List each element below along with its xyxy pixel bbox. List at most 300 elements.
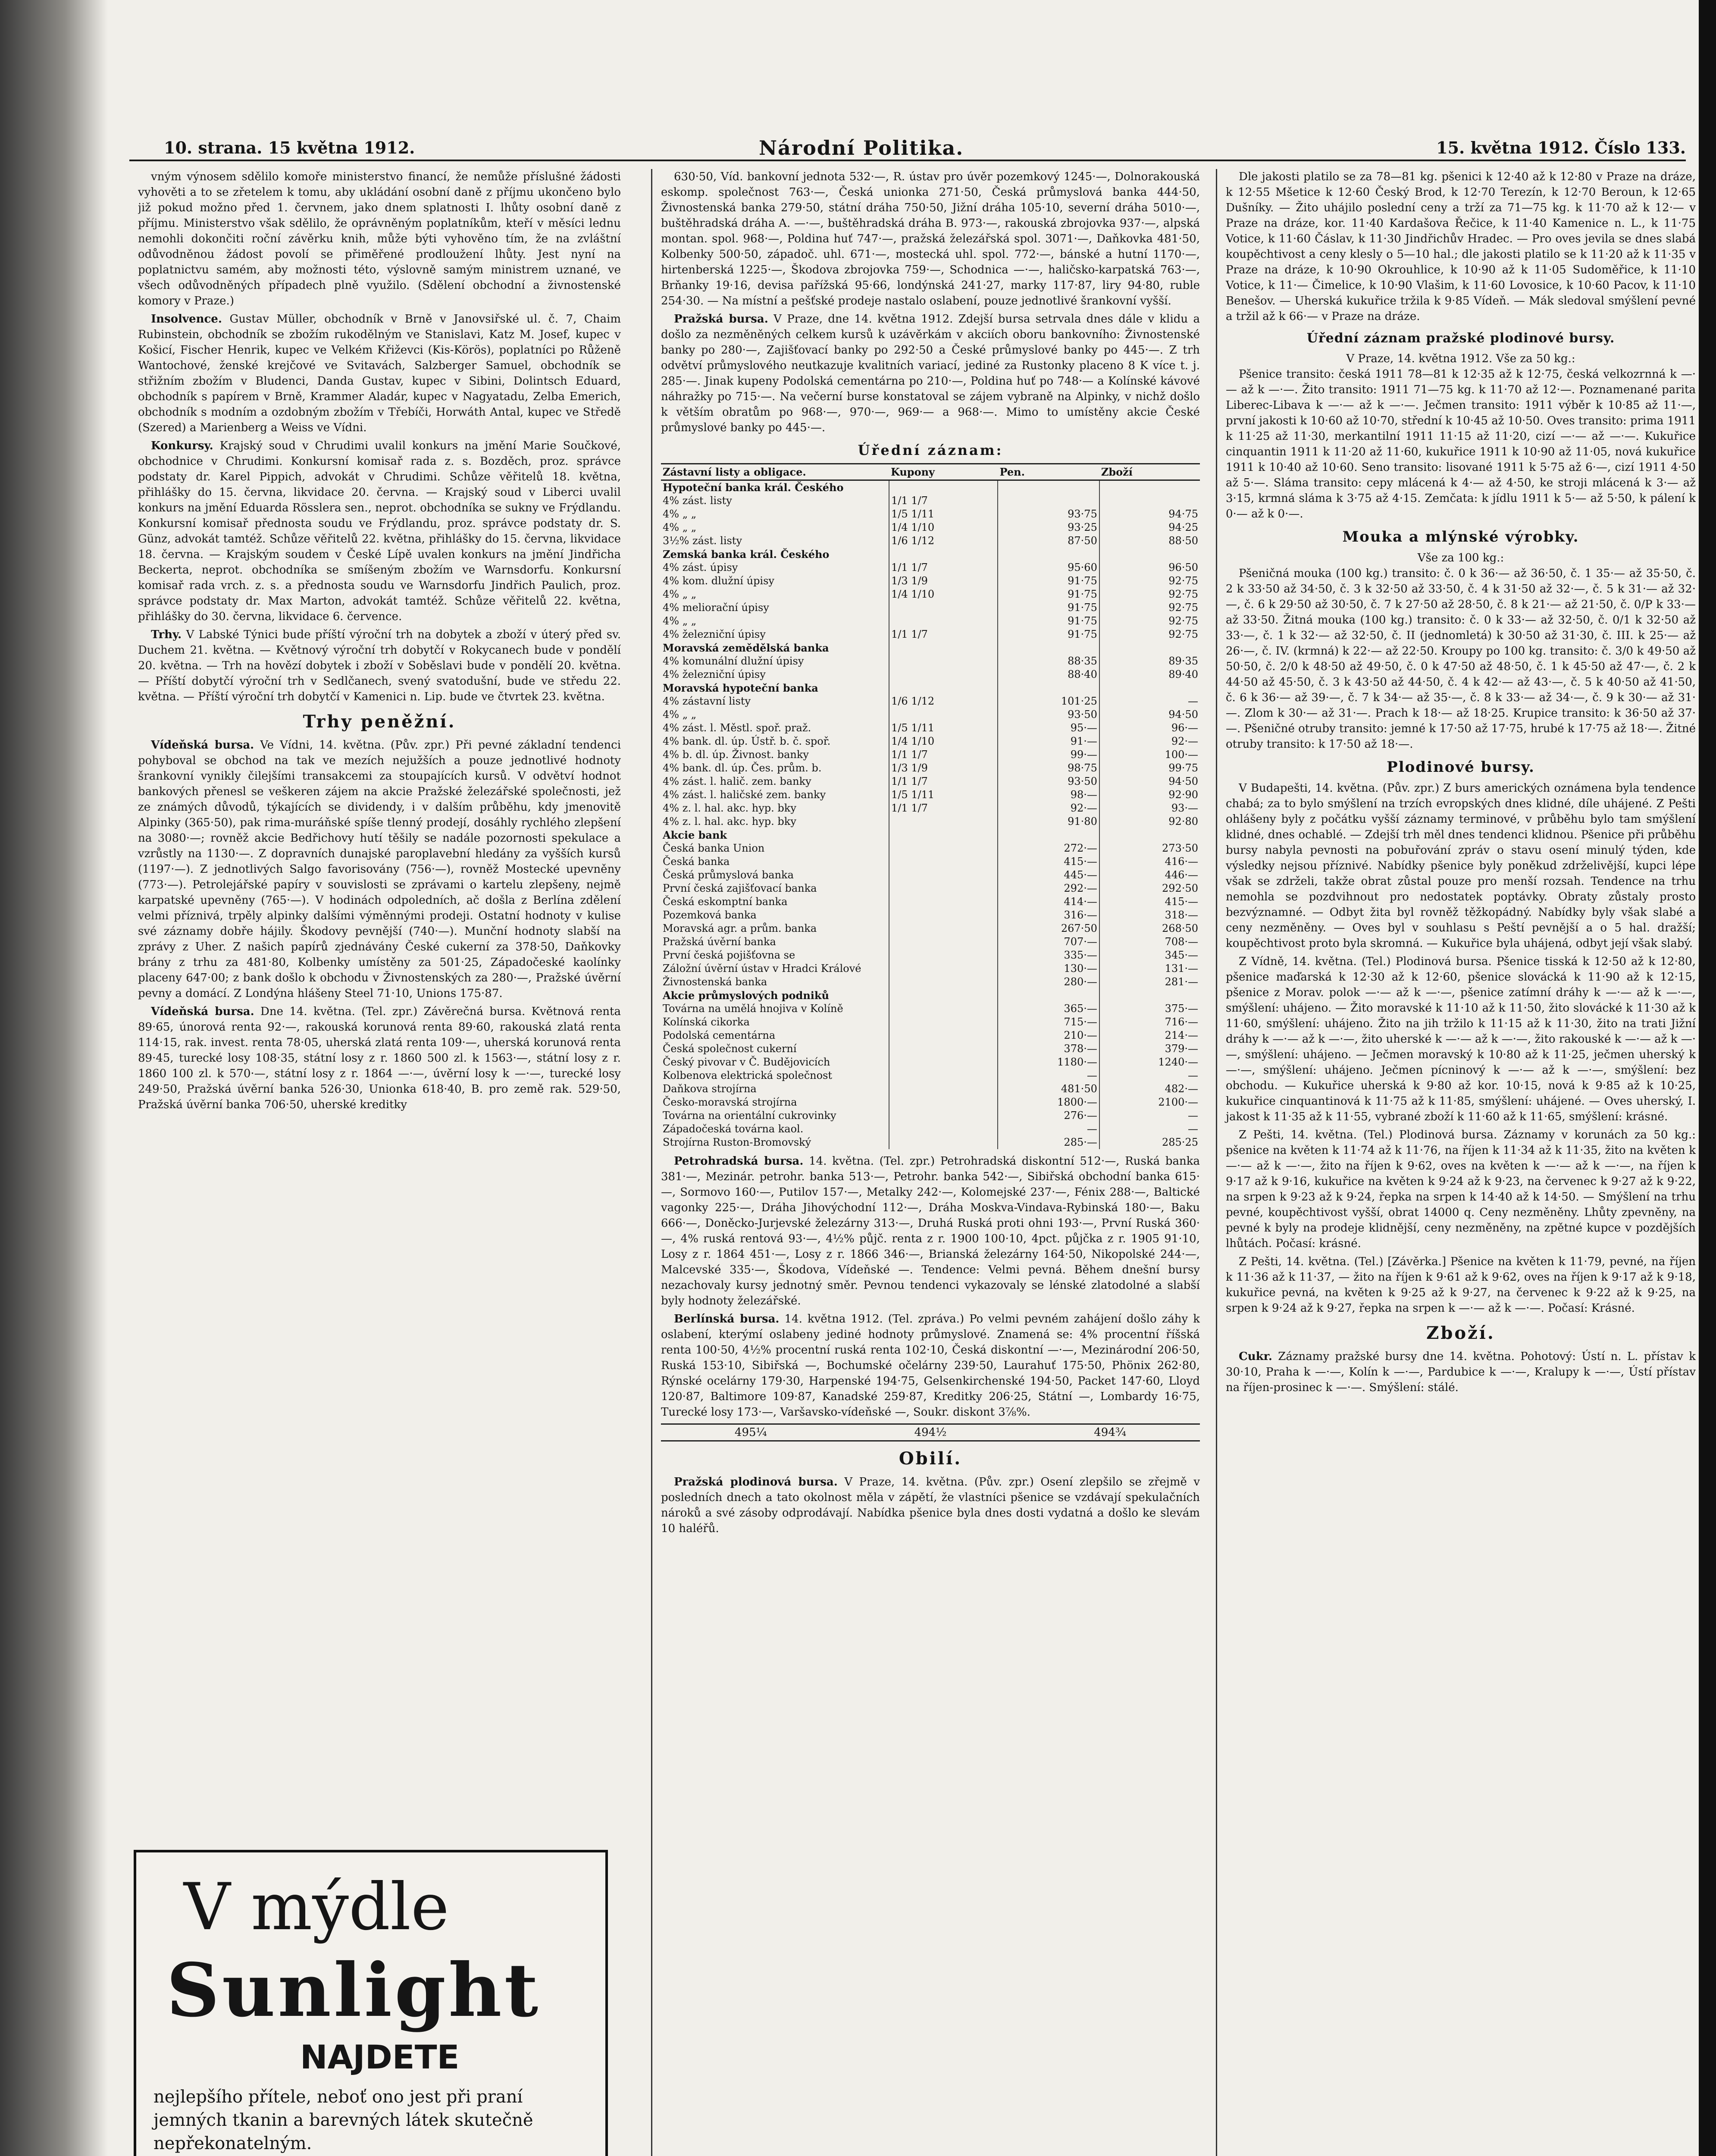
rate-money: 93·50: [998, 708, 1099, 721]
rate-name: Zemská banka král. Českého: [663, 548, 830, 561]
rate-goods: 99·75: [1099, 761, 1200, 775]
rate-name: 4% železniční úpisy: [663, 628, 766, 640]
rates-table-row: [661, 614, 1200, 628]
rate-coupons: [889, 1082, 998, 1096]
sunlight-advertisement: [134, 1850, 608, 2156]
rates-table-row: [661, 574, 1200, 588]
rate-coupons: 1/1 1/7: [889, 775, 998, 788]
rate-goods: [1099, 548, 1200, 561]
rate-goods: [1099, 828, 1200, 842]
rates-table-row: [661, 1069, 1200, 1082]
rate-money: 91·75: [998, 574, 1099, 588]
summary-row: [661, 1423, 1200, 1442]
rate-name: Daňkova strojírna: [663, 1083, 757, 1095]
article-grain-prices: Dle jakosti platilo se za 78—81 kg. pšenici k 12·40 až k 12·80 v Praze na dráze, k 12·55 Mšetice k 12·60 Český Brod, k 12·70 Terezín, k 12·70 Beroun, k 12·65 Dušníky. — Žito uhájilo poslední ceny a trží za 71—75 kg. k 11·70 až k 12·— v Praze na dráze, kor. 11·40 Kardašova Řečice, k 11·40 Kamenice n. L., k 11·75 Votice, k 11·60 Čáslav, k 11·30 Jindřichův Hradec. — Pro oves jevila se dnes slabá koupěchtivost a ceny klesly o 5—10 hal.; dle jakosti platilo se k 11·20 až k 11·35 v Praze na dráze, k 10·90 Okrouhlice, k 10·90 až k 11·05 Sudoměřice, k 11·10 Votice, k 11·— Čimelice, k 10·90 Vlašim, k 11·60 Lovosice, k 10·60 Pacov, k 11·10 Benešov. — Uherská kukuřice tržila k 9·85 Vídeň. — Mák sledoval smýšlení pevné a tržil až k 66·— v Praze na dráze.: [1226, 170, 1696, 323]
issue-date-number: 15. května 1912. Číslo 133.: [1436, 138, 1686, 157]
rate-name: 4% b. dl. úp. Živnost. banky: [663, 749, 809, 761]
rate-coupons: 1/5 1/11: [889, 788, 998, 802]
rates-table-row: [661, 962, 1200, 975]
rates-table-row: [661, 855, 1200, 868]
rate-name: Strojírna Ruston-Bromovský: [663, 1136, 811, 1148]
rate-money: 95·—: [998, 721, 1099, 735]
rate-coupons: [889, 708, 998, 721]
rate-money: 91·75: [998, 614, 1099, 628]
rate-coupons: 1/6 1/12: [889, 695, 998, 708]
rate-money: —: [998, 1069, 1099, 1082]
rate-coupons: 1/1 1/7: [889, 802, 998, 815]
rate-money: 414·—: [998, 895, 1099, 909]
article-prague-produce: Pražská plodinová bursa. V Praze, 14. května. (Pův. zpr.) Osení zlepšilo se zřejmě v posledních dnech a tato okolnost měla v zápětí, že vlastníci pšenice se vzdávají spekulačních nároků a své zásoby odprodávají. Nabídka pšenice byla dnes dosti vydatná a došlo ke slevám 10 haléřů.: [661, 1476, 1200, 1535]
rate-coupons: [889, 828, 998, 842]
rate-name: První česká zajišťovací banka: [663, 882, 817, 894]
rates-table-row: [661, 975, 1200, 989]
rate-coupons: [889, 1002, 998, 1015]
rate-name: První česká pojišťovna se: [663, 949, 795, 961]
rate-goods: 273·50: [1099, 842, 1200, 855]
rates-table-row: [661, 695, 1200, 708]
rate-coupons: [889, 668, 998, 681]
article-konkursy: Konkursy. Krajský soud v Chrudimi uvalil konkurs na jmění Marie Součkové, obchodnice v Chrudimi. Konkursní komisař rada z. s. Bozděch, proz. správce podstaty dr. Karel Pippich, advokát v Chrudimi. Schůze věřitelů 18. května, přihlášky do 15. června, likvidace 20. června. — Krajský soud v Liberci uvalil konkurs na jmění Eduarda Rösslera sen., neprot. obchodníka se sukny ve Frýdlandu. Konkursní komisař přednosta soudu ve Frýdlandu, proz. správce podstaty dr. S. Günz, advokát tamtéž. Schůze věřitelů 22. května, přihlášky do 15. června, likvidace 18. června. — Krajským soudem v České Lípě uvalen konkurs na jmění Jindřicha Beckerta, neprot. obchodníka se smíšeným zbožím ve Warnsdorfu. Konkursní komisař rada vrch. z. s. a přednosta soudu ve Warnsdorfu Jindřich Paulich, proz. správce podstaty dr. Max Marton, advokát tamtéž. Schůze věřitelů 22. května, přihlášky do 30. června, likvidace 6. července.: [138, 439, 621, 623]
rates-col-goods: Zboží: [1099, 464, 1200, 480]
section-heading-flour: Mouka a mlýnské výrobky.: [1342, 528, 1579, 545]
rate-coupons: [889, 975, 998, 989]
rate-name: 4% z. l. hal. akc. hyp. bky: [663, 815, 796, 827]
rate-money: 335·—: [998, 949, 1099, 962]
rate-coupons: 1/1 1/7: [889, 494, 998, 508]
rate-name: Záložní úvěrní ústav v Hradci Králové: [663, 962, 861, 975]
rates-table-row: [661, 641, 1200, 655]
rate-goods: 100·—: [1099, 748, 1200, 761]
scan-edge-right: [1699, 0, 1716, 2156]
rates-table-row: [661, 548, 1200, 561]
rate-goods: 94·50: [1099, 708, 1200, 721]
rates-table-row: [661, 842, 1200, 855]
rates-col-coupons: Kupony: [889, 464, 998, 480]
article-vienna-produce: Z Vídně, 14. května. (Tel.) Plodinová bursa. Pšenice tisská k 12·50 až k 12·80, pšenice maďarská k 12·30 až k 12·60, pšenice slovácká k 11·90 až k 12·15, pšenice z Morav. polok —·— až k —·—, pšenice zatímní dráhy k —·— až k —·—, smýšlení: uhájeno. — Žito moravské k 11·10 až k 11·50, žito slovácké k 11·30 až k 11·60, smýšlení: uhájeno. Žito na jih tržilo k 11·15 až k 11·30, žito na trati Jižní dráhy k —·— až k —·—, žito uherské k —·— až k —·—, žito rakouské k —·— až k —·—, smýšlení: uhájeno. — Ječmen moravský k 10·80 až k 11·25, ječmen uherský k —·—, smýšlení: uhájeno. Ječmen pícninový k —·— až k —·—, smýšlení: bez obchodu. — Kukuřice uherská k 9·80 až kor. 10·15, nová k 9·85 až k 10·25, kukuřice cinquantinová k 11·75 až k 11·85, smýšlení: uhájené. — Oves uherský, I. jakost k 11·35 až k 11·55, vybrané zboží k 11·60 až k 11·65, smýšlení: krásné.: [1226, 955, 1696, 1123]
rate-name: Továrna na umělá hnojiva v Kolíně: [663, 1003, 843, 1015]
rate-coupons: [889, 1042, 998, 1056]
rate-money: 93·50: [998, 775, 1099, 788]
article-vienna-bourse-1: Vídeňská bursa. Ve Vídni, 14. května. (Pův. zpr.) Při pevné základní tendenci pohyboval se obchod na tak ve mezích nejužších a pouze jednotlivé hodnoty šrankovní vynikly čilejšími transakcemi za stoupajících kursů. V odvětví hodnot bankových přenesl se veškeren zájem na akcie Pražské železářské společnosti, jež ze známých důvodů, týkajících se dividendy, i v dalším průběhu, kdy jmenovitě Alpinky (365·50), pak rima-muráňské spíše tlenný prodejí, dosáhly rychlého zlepšení na 3080·—; rovněž akcie Bedřichovy hutí těšily se nadále pozornosti spekulace a vzrůstly na 1130·—. Z dopravních dunajské paroplavební hledány za vyšších kursů (1197·—). Z jednotlivých Salgo favorisovány (756·—), rovněž Mostecké upevněny (773·—). Petrolejářské papíry v souvislosti se zprávami o kartelu zlepšeny, nejmě karpatské upevněny (765·—). V hodinách odpoledních, ač došla z Berlína zdělení velmi příznivá, trpěly alpinky dalšími výměnnými prodeji. Ostatní hodnoty v kulise své záznamy dobře hájily. Škodovy pevnější (740·—). Munční hodnoty slabší na zprávy z Uher. Z našich papírů zjednávány České cukerní za 378·50, Daňkovky brány z trhu za 481·80, Kolbenky umístěny za 501·25, Západočeské kaolínky placeny 647·00; z bank došlo k obchodu v Živnostenských za 280·—, Pražské úvěrní pevny a domácí. Z Londýna hlášeny Steel 71·10, Unions 175·87.: [138, 739, 621, 1000]
rate-goods: 92·75: [1099, 601, 1200, 614]
rates-table-row: [661, 909, 1200, 922]
column-2: [651, 169, 1200, 2156]
rate-money: 88·35: [998, 655, 1099, 668]
section-heading-produce-bourses: Plodinové bursy.: [1387, 758, 1535, 776]
rate-coupons: [889, 842, 998, 855]
rate-goods: 708·—: [1099, 935, 1200, 949]
rate-goods: [1099, 681, 1200, 695]
rate-coupons: [889, 681, 998, 695]
rate-name: 4% zást. úpisy: [663, 561, 738, 573]
rates-table-row: [661, 494, 1200, 508]
rate-goods: 131·—: [1099, 962, 1200, 975]
rate-money: 95·60: [998, 561, 1099, 574]
rate-money: [998, 480, 1099, 495]
rate-money: 101·25: [998, 695, 1099, 708]
rate-coupons: [889, 895, 998, 909]
rate-money: 93·25: [998, 521, 1099, 534]
rate-goods: 318·—: [1099, 909, 1200, 922]
rate-goods: 92·—: [1099, 735, 1200, 748]
rate-goods: 94·75: [1099, 508, 1200, 521]
flour-sub: Vše za 100 kg.:: [1417, 552, 1504, 564]
rates-table-row: [661, 681, 1200, 695]
rate-coupons: [889, 614, 998, 628]
rate-goods: 92·75: [1099, 628, 1200, 641]
rate-money: [998, 641, 1099, 655]
rate-coupons: [889, 1069, 998, 1082]
summary-value-3: 494¾: [1094, 1426, 1127, 1439]
rates-table: [661, 463, 1200, 1149]
rates-table-header: [661, 464, 1200, 480]
rate-goods: 379·—: [1099, 1042, 1200, 1056]
masthead-title: Národní Politika.: [759, 136, 964, 160]
rate-goods: 292·50: [1099, 882, 1200, 895]
rate-coupons: 1/4 1/10: [889, 735, 998, 748]
rate-goods: [1099, 494, 1200, 508]
rate-goods: 281·—: [1099, 975, 1200, 989]
rates-table-row: [661, 989, 1200, 1002]
rate-goods: 285·25: [1099, 1136, 1200, 1149]
rate-goods: 94·25: [1099, 521, 1200, 534]
rate-name: 4% „ „: [663, 615, 697, 627]
rate-coupons: 1/4 1/10: [889, 588, 998, 601]
rates-table-row: [661, 561, 1200, 574]
rates-table-row: [661, 1122, 1200, 1136]
rates-table-row: [661, 1002, 1200, 1015]
rate-money: 87·50: [998, 534, 1099, 548]
rate-coupons: [889, 1122, 998, 1136]
rate-coupons: [889, 1109, 998, 1122]
rate-name: Moravská zemědělská banka: [663, 642, 829, 654]
rate-money: 99·—: [998, 748, 1099, 761]
rate-money: [998, 548, 1099, 561]
article-petrograd-bourse: Petrohradská bursa. 14. května. (Tel. zpr.) Petrohradská diskontní 512·—, Ruská banka 381·—, Mezinár. petrohr. banka 513·—, Petrohr. banka 542·—, Sibiřská obchodní banka 615·—, Sormovo 160·—, Putilov 157·—, Metalky 242·—, Kolomejské 237·—, Fénix 288·—, Baltické vagonky 225·—, Dráha Jihovýchodní 112·—, Dráha Moskva-Vindava-Rybinská 180·—, Baku 666·—, Doněcko-Jurjevské železárny 313·—, Druhá Ruská proti ohni 193·—, První Ruská 360·—, 4% ruská rentová 93·—, 4½% půjč. renta z r. 1900 100·10, 4pct. půjčka z r. 1905 91·10, Losy z r. 1864 451·—, Losy z r. 1866 346·—, Brianská železárny 164·50, Nikopolské 244·—, Malcevské 335·—, Škodova, Vídeňské —. Tendence: Velmi pevná. Během dnešní bursy nezachovaly kursy jednotný směr. Pevnou tendenci vykazovaly se lénské zlatodolné a slabší byly hodnoty železářské.: [661, 1155, 1200, 1307]
rate-name: Česká společnost cukerní: [663, 1043, 797, 1055]
rate-coupons: 1/4 1/10: [889, 521, 998, 534]
rate-name: 4% „ „: [663, 588, 697, 600]
rates-table-row: [661, 628, 1200, 641]
rates-table-row: [661, 480, 1200, 495]
article-pest-produce-1: Z Pešti, 14. května. (Tel.) Plodinová bursa. Záznamy v korunách za 50 kg.: pšenice na květen k 11·74 až k 11·76, na říjen k 11·34 až k 11·35, žito na květen k —·— až k —·—, žito na říjen k 9·62, oves na květen k —·— až k —·—, na říjen k 9·17 až k 9·16, kukuřice na květen k 9·24 až k 9·23, na červenec k 9·27 až k 9·22, na srpen k 9·23 až k 9·24, řepka na srpen k 14·40 až k 14·50. — Smýšlení na trhu pevné, koupěchtivost vyšší, obrat 14000 q. Ceny nezměněny. Lhůty zpevněny, na pevné k byly na prodeje klidnější, ceny nezměněny, na zpětné kupce v pozdějších lhůtách. Počasí: krásné.: [1226, 1128, 1696, 1250]
rate-coupons: [889, 855, 998, 868]
rate-coupons: 1/5 1/11: [889, 721, 998, 735]
rate-money: [998, 989, 1099, 1002]
rate-name: 4% zást. l. Městl. spoř. praž.: [663, 722, 811, 734]
rate-goods: 92·80: [1099, 815, 1200, 828]
rate-coupons: [889, 601, 998, 614]
rate-money: 415·—: [998, 855, 1099, 868]
rate-name: Český pivovar v Č. Budějovicích: [663, 1056, 830, 1068]
rate-coupons: [889, 949, 998, 962]
rate-money: 285·—: [998, 1136, 1099, 1149]
rate-money: [998, 681, 1099, 695]
rates-table-row: [661, 508, 1200, 521]
rate-goods: 716·—: [1099, 1015, 1200, 1029]
rates-table-row: [661, 748, 1200, 761]
rate-coupons: 1/3 1/9: [889, 574, 998, 588]
rate-coupons: [889, 815, 998, 828]
rate-name: 4% „ „: [663, 508, 697, 520]
rate-goods: —: [1099, 1122, 1200, 1136]
rate-goods: 88·50: [1099, 534, 1200, 548]
rates-table-row: [661, 721, 1200, 735]
rate-goods: [1099, 480, 1200, 495]
rate-name: 4% železniční úpisy: [663, 668, 766, 680]
rate-name: Hypoteční banka král. Českého: [663, 481, 844, 494]
rate-money: 91·75: [998, 601, 1099, 614]
rate-name: 4% zástavní listy: [663, 695, 751, 707]
rate-goods: 1240·—: [1099, 1056, 1200, 1069]
rate-name: Kolínská cikorka: [663, 1016, 750, 1028]
rate-coupons: 1/6 1/12: [889, 534, 998, 548]
rate-coupons: [889, 655, 998, 668]
rate-goods: 214·—: [1099, 1029, 1200, 1042]
official-record-heading: Úřední záznam:: [858, 442, 1003, 458]
rates-table-row: [661, 828, 1200, 842]
rate-coupons: 1/1 1/7: [889, 628, 998, 641]
rate-money: 98·75: [998, 761, 1099, 775]
rate-money: 91·75: [998, 588, 1099, 601]
rate-money: 1180·—: [998, 1056, 1099, 1069]
rates-table-row: [661, 922, 1200, 935]
rate-money: 365·—: [998, 1002, 1099, 1015]
newspaper-page: [129, 134, 1696, 2156]
rate-name: Česká banka: [663, 856, 730, 868]
rates-table-body: [661, 480, 1200, 1150]
rates-table-row: [661, 868, 1200, 882]
rate-money: 378·—: [998, 1042, 1099, 1056]
rate-money: 98·—: [998, 788, 1099, 802]
rate-name: Akcie bank: [663, 829, 727, 841]
rate-coupons: [889, 989, 998, 1002]
rate-name: 4% komunální dlužní úpisy: [663, 655, 804, 667]
official-produce-sub: V Praze, 14. května 1912. Vše za 50 kg.:: [1346, 352, 1575, 365]
column-3: [1216, 169, 1696, 2156]
rate-coupons: [889, 868, 998, 882]
rates-table-row: [661, 534, 1200, 548]
summary-value-2: 494½: [914, 1426, 947, 1439]
rate-coupons: 1/5 1/11: [889, 508, 998, 521]
rate-coupons: [889, 935, 998, 949]
rate-name: 4% zást. l. halič. zem. banky: [663, 775, 811, 787]
rate-coupons: [889, 1056, 998, 1069]
rates-table-row: [661, 1056, 1200, 1069]
rate-name: Česko-moravská strojírna: [663, 1096, 797, 1108]
summary-value-1: 495¼: [734, 1426, 767, 1439]
rate-name: Moravská hypoteční banka: [663, 682, 818, 694]
article-insolvence: Insolvence. Gustav Müller, obchodník v Brně v Janovsiřské ul. č. 7, Chaim Rubinstein, obchodník se zbožím rukodělným ve Stanislavi, Katz M. Josef, kupec v Košicí, Fischer Henrik, kupec ve Velkém Křiževci (Kis-Körös), poplatníci po Růženě Wantochové, ženské krejčové ve Svitavách, Salzberger Samuel, obchodník se střižním zbožím v Bludenci, Danda Gustav, kupec v Sibini, Dolintsch Eduard, obchodník s papírem v Brně, Krammer Aladár, kupec v Nagyatadu, Zelba Emerich, obchodník s modním a ozdobným zbožím v Třebíči, Horwáth Antal, kupec ve Středě (Szered) a Marienberg a Weiss ve Vídni.: [138, 313, 621, 434]
article-vienna-cont: 630·50, Víd. bankovní jednota 532·—, R. ústav pro úvěr pozemkový 1245·—, Dolnorakouská eskomp. společnost 763·—, Česká unionka 271·50, Česká průmyslová banka 444·50, Živnostenská banka 279·50, státní dráha 750·50, Jižní dráha 105·10, severní dráha 5010·—, buštěhradská dráha A. —·—, buštěhradská dráha B. 973·—, rakouská zbrojovka 937·—, alpská montan. spol. 968·—, Poldina huť 747·—, pražská železářská spol. 3071·—, Daňkovka 481·50, Kolbenky 500·50, západoč. uhl. 671·—, mostecká uhl. spol. 772·—, bánské a hutní 1170·—, hirtenberská 1225·—, Škodova zbrojovka 759·—, Schodnica —·—, haličsko-karpatská 763·—, Brňanky 19·16, devisa pařížská 95·66, londýnská 241·27, marky 117·87, liry 94·80, ruble 254·30. — Na místní a pešťské prodeje nastalo oslabení, pouze jednotlivé šrankovní vyšší.: [661, 170, 1200, 307]
rate-money: 88·40: [998, 668, 1099, 681]
rates-col-title: Zástavní listy a obligace.: [661, 464, 889, 480]
rate-goods: 93·—: [1099, 802, 1200, 815]
rate-name: 4% bank. dl. úp. Čes. prům. b.: [663, 762, 822, 774]
rate-money: 715·—: [998, 1015, 1099, 1029]
article-trhy: Trhy. V Labské Týnici bude příští výroční trh na dobytek a zboží v úterý před sv. Duchem 21. května. — Květnový výroční trh dobytčí v Rokycanech bude v pondělí 20. května. — Trh na hovězí dobytek i zboží v Soběslavi bude v pondělí 20. května. — Příští dobytčí výroční trh v Sedlčanech, svený svatodušní, bude ve středu 22. května. — Příští výroční trh dobytčí v Kamenici n. Lip. bude ve čtvrtek 23. května.: [138, 628, 621, 703]
ad-line-3: NAJDETE: [300, 2038, 460, 2076]
running-header: [129, 134, 1686, 161]
rate-money: —: [998, 1122, 1099, 1136]
rate-money: 316·—: [998, 909, 1099, 922]
rate-goods: 482·—: [1099, 1082, 1200, 1096]
rate-money: [998, 828, 1099, 842]
rate-name: Česká banka Union: [663, 842, 765, 854]
rates-table-row: [661, 588, 1200, 601]
rate-name: Česká průmyslová banka: [663, 869, 794, 881]
rates-table-row: [661, 895, 1200, 909]
rate-name: Pražská úvěrní banka: [663, 936, 776, 948]
rate-goods: [1099, 989, 1200, 1002]
rate-name: 4% „ „: [663, 521, 697, 533]
rate-name: 4% bank. dl. úp. Ústř. b. č. spoř.: [663, 735, 831, 747]
rate-goods: 96·50: [1099, 561, 1200, 574]
rates-table-row: [661, 949, 1200, 962]
rate-name: 4% „ „: [663, 708, 697, 721]
rate-name: Živnostenská banka: [663, 976, 767, 988]
rate-coupons: [889, 1015, 998, 1029]
rates-table-row: [661, 655, 1200, 668]
section-heading-goods: Zboží.: [1426, 1323, 1495, 1343]
rate-name: Moravská agr. a prům. banka: [663, 922, 817, 934]
rate-name: Kolbenova elektrická společnost: [663, 1069, 833, 1081]
rates-table-row: [661, 802, 1200, 815]
rate-name: Pozemková banka: [663, 909, 757, 921]
rate-money: 130·—: [998, 962, 1099, 975]
rate-coupons: [889, 962, 998, 975]
rate-name: Česká eskomptní banka: [663, 896, 788, 908]
rates-table-row: [661, 882, 1200, 895]
rate-name: Podolská cementárna: [663, 1029, 776, 1041]
rate-money: 210·—: [998, 1029, 1099, 1042]
article-budapest: V Budapešti, 14. května. (Pův. zpr.) Z burs amerických oznámena byla tendence chabá; za to bylo smýšlení na trzích evropských dnes klidné, díle uhájené. Z Pešti ohlášeny byly z počátku vyšší záznamy terminové, v průběhu bylo tam smýšlení klidné, dnes ochablé. — Zdejší trh měl dnes tendenci klidnou. Pšenice při průběhu bursy nabyla pevnosti na pobuřování zpráv o stavu osení minulý týden, kde výsledky nejsou příznivé. Nabídky pšenice byly poněkud zdrželivější, kupci lépe však se zdrželi, takže obrat zůstal pouze pro menší rozsah. Tendence na trhu nemohla se pozdvihnout pro nedostatek poptávky. Obraty zůstaly prosto bezvýznamné. — Odbyt žita byl rovněž těžkopádný. Nabídky byly však slabé a ceny nezměněny. — Oves byl v souhlasu s Peští pevnější a o 5 hal. dražší; koupěchtivost proto byla skromná. — Kukuřice byla uhájená, odbyt její však slabý.: [1226, 782, 1696, 950]
rates-table-row: [661, 1029, 1200, 1042]
rate-money: 481·50: [998, 1082, 1099, 1096]
rate-coupons: [889, 1029, 998, 1042]
rate-goods: 268·50: [1099, 922, 1200, 935]
rate-money: 276·—: [998, 1109, 1099, 1122]
rate-money: 272·—: [998, 842, 1099, 855]
article-transit-prices: Pšenice transito: česká 1911 78—81 k 12·35 až k 12·75, česká velkozrnná k —·— až k —·—. Žito transito: 1911 71—75 kg. k 11·70 až 12·—. Poznamenané parita Liberec-Libava k —·— až k —·—. Ječmen transito: 1911 výběr k 10·85 až 11·—, první jakosti k 10·60 až 10·70, střední k 10·45 až 10·50. Oves transito: prima 1911 k 11·25 až 11·30, merkantilní 1911 11·15 až 11·20, cizí —·— až —·—. Kukuřice cinquantin 1911 k 11·20 až 11·60, kukuřice 1911 k 10·90 až 11·05, nová kukuřice 1911 k 10·40 až 10·60. Seno transito: lisované 1911 k 5·75 až 6·—, cizí 1911 4·50 až 5·—. Sláma transito: cepy mlácená k 4·— až 4·50, ke stroji mlácená k 3·— až 3·15, krmná sláma k 3·75 až 4·15. Zemčata: k jídlu 1911 k 5·— až 5·50, k pálení k 0·— až k 0·—.: [1226, 368, 1696, 520]
official-produce-heading: Úřední záznam pražské plodinové bursy.: [1306, 331, 1615, 346]
rate-money: 445·—: [998, 868, 1099, 882]
rate-name: Továrna na orientální cukrovinky: [663, 1109, 836, 1122]
rates-table-row: [661, 1096, 1200, 1109]
rates-table-row: [661, 1136, 1200, 1149]
rate-money: 707·—: [998, 935, 1099, 949]
rate-coupons: [889, 480, 998, 495]
article-sugar: Cukr. Záznamy pražské bursy dne 14. května. Pohotový: Ústí n. L. přístav k 30·10, Praha k —·—, Kolín k —·—, Pardubice k —·—, Kralupy k —·—, Ústí přístav na říjen-prosinec k —·—. Smýšlení: stálé.: [1226, 1350, 1696, 1394]
rate-name: 3½% zást. listy: [663, 535, 742, 547]
rate-coupons: [889, 882, 998, 895]
rate-name: 4% zást. l. haličské zem. banky: [663, 789, 826, 801]
rate-money: 93·75: [998, 508, 1099, 521]
rate-goods: 92·75: [1099, 614, 1200, 628]
rate-money: 267·50: [998, 922, 1099, 935]
rates-table-row: [661, 815, 1200, 828]
rate-money: 91·75: [998, 628, 1099, 641]
rate-goods: 96·—: [1099, 721, 1200, 735]
rates-table-row: [661, 735, 1200, 748]
rate-name: 4% kom. dlužní úpisy: [663, 575, 774, 587]
article-tax: vným výnosem sdělilo komoře ministerstvo financí, že nemůže příslušné žádosti vyhověti a to se zřetelem k tomu, aby ukládání osobní daně z příjmu ukončeno bylo již pokud možno před 1. červnem, jako dnem splatnosti I. lhůty osobní daně z příjmu. Ministerstvo však sdělilo, že oprávněným poplatníkům, kteří v měsíci lednu nemohli dokončiti roční závěrku knih, může býti vyhověno tím, že na zvláštní odůvodněnou žádost povolí se přiměřené prodloužení lhůty. Jest nyní na poplatnictvu samém, aby možnosti této, výslovně samým ministrem uznané, ve všech odůvodněných případech plně využilo. (Sdělení obchodní a živnostenské komory v Praze.): [138, 170, 621, 307]
rate-goods: [1099, 641, 1200, 655]
rates-table-row: [661, 708, 1200, 721]
section-heading-grain: Obilí.: [899, 1448, 962, 1469]
rate-goods: 89·35: [1099, 655, 1200, 668]
rate-goods: 92·75: [1099, 588, 1200, 601]
rates-table-row: [661, 601, 1200, 614]
ad-line-1: V mýdle: [184, 1870, 449, 1945]
rate-money: 1800·—: [998, 1096, 1099, 1109]
rate-money: 292·—: [998, 882, 1099, 895]
article-pest-produce-2: Z Pešti, 14. května. (Tel.) [Závěrka.] Pšenice na květen k 11·79, pevné, na říjen k 11·36 až k 11·37, — žito na říjen k 9·61 až k 9·62, oves na říjen k 9·17 až k 9·18, kukuřice pevná, na květen k 9·25 až k 9·27, na červenec k 9·22 až k 9·25, na srpen k 9·24 až k 9·27, řepka na srpen k —·— až k —·—. Počasí: Krásné.: [1226, 1255, 1696, 1315]
rate-coupons: 1/3 1/9: [889, 761, 998, 775]
rate-coupons: [889, 1136, 998, 1149]
rate-goods: 345·—: [1099, 949, 1200, 962]
page-number-date: 10. strana. 15 května 1912.: [164, 138, 415, 157]
rates-col-money: Pen.: [998, 464, 1099, 480]
article-flour-prices: Pšeničná mouka (100 kg.) transito: č. 0 k 36·— až 36·50, č. 1 35·— až 35·50, č. 2 k 33·50 až 34·50, č. 3 k 32·50 až 33·50, č. 4 k 31·50 až 32·—, č. 5 k 31·— až 32·—, č. 6 k 29·50 až 30·50, č. 7 k 27·50 až 28·50, č. 8 k 21·— až 21·50, č. 0/P k 33·— až 33·50. Žitná mouka (100 kg.) transito: č. 0 k 33·— až 32·50, č. 0/1 k 32·50 až 33·—, č. 1 k 32·— až 32·50, č. II (jednomletá) k 30·50 až 31·30, č. III. k 25·— až 26·—, č. IV. (krmná) k 22·— až 22·50. Kroupy po 100 kg. transito: č. 3/0 k 49·50 až 50·50, č. 2/0 k 48·50 až 49·50, č. 0 k 47·50 až 48·50, č. 1 k 45·50 až 47·—, č. 2 k 44·50 až 45·50, č. 3 k 43·50 až 44·50, č. 4 k 42·— až 43·—, č. 5 k 40·50 až 41·50, č. 6 k 36·— až 39·—, č. 7 k 34·— až 35·—, č. 8 k 33·— až 34·—, č. 9 k 30·— až 31·—. Zlom k 30·— až 31·—. Prach k 18·— až 18·25. Krupice transito: k 36·50 až 37·—. Pšeničné otruby transito: jemné k 17·50 až 17·75, hrubé k 17·75 až 18·—. Žitné otruby transito: k 17·50 až 18·—.: [1226, 567, 1696, 751]
rates-table-row: [661, 668, 1200, 681]
rate-goods: 446·—: [1099, 868, 1200, 882]
rates-table-row: [661, 1015, 1200, 1029]
rate-goods: 2100·—: [1099, 1096, 1200, 1109]
rate-name: Akcie průmyslových podniků: [663, 989, 829, 1002]
rate-goods: —: [1099, 1069, 1200, 1082]
rate-coupons: 1/1 1/7: [889, 748, 998, 761]
ad-brand: Sunlight: [166, 1947, 541, 2034]
scan-edge-left: [0, 0, 108, 2156]
rates-table-row: [661, 788, 1200, 802]
article-berlin-bourse: Berlínská bursa. 14. května 1912. (Tel. zpráva.) Po velmi pevném zahájení došlo záhy k oslabení, kterýmí oslabeny jediné hodnoty průmyslové. Znamená se: 4% procentní říšská renta 100·50, 4½% procentní ruská renta 102·10, Česká diskontní —·—, Mezinárodní 206·50, Ruská 153·10, Sibiřská —, Bochumské očelárny 239·50, Laurahuť 175·50, Phönix 262·80, Rýnské ocelárny 179·30, Harpenské 194·75, Gelsenkirchenské 194·50, Packet 147·60, Lloyd 120·87, Baltimore 109·87, Kanadské 259·87, Kreditky 206·25, Státní —, Lombardy 16·75, Turecké losy 173·—, Varšavsko-vídeňské —, Soukr. diskont 3⅞%.: [661, 1313, 1200, 1419]
rate-coupons: [889, 641, 998, 655]
rate-money: 91·80: [998, 815, 1099, 828]
rates-table-row: [661, 1082, 1200, 1096]
rate-coupons: [889, 1096, 998, 1109]
rate-coupons: [889, 909, 998, 922]
rate-coupons: 1/1 1/7: [889, 561, 998, 574]
rate-goods: —: [1099, 695, 1200, 708]
ad-body: nejlepšího přítele, neboť ono jest při praní jemných tkanin a barevných látek skutečně nepřekonatelným.: [153, 2087, 533, 2153]
section-heading-money-markets: Trhy peněžní.: [303, 711, 456, 732]
rate-money: 280·—: [998, 975, 1099, 989]
rates-table-row: [661, 1042, 1200, 1056]
rate-money: 91·—: [998, 735, 1099, 748]
rate-name: 4% meliorační úpisy: [663, 602, 769, 614]
rate-coupons: [889, 548, 998, 561]
article-vienna-bourse-2: Vídeňská bursa. Dne 14. května. (Tel. zpr.) Závěrečná bursa. Květnová renta 89·65, únorová renta 92·—, rakouská korunová renta 89·60, rakouská zlatá renta 114·15, rak. invest. renta 78·05, uherská zlatá renta 109·—, uherská korunová renta 89·45, turecké losy 108·35, státní losy z r. 1860 500 zl. k 1563·—, státní losy z r. 1860 100 zl. k 570·—, státní losy z r. 1864 —·—, úvěrní losy k —·—, turecké losy 249·50, Pražská úvěrní banka 526·30, Unionka 618·40, B. pro země rak. 529·50, Pražská úvěrní banka 706·50, uherské kreditky: [138, 1005, 621, 1111]
rates-table-row: [661, 935, 1200, 949]
rate-goods: 415·—: [1099, 895, 1200, 909]
rate-goods: 94·50: [1099, 775, 1200, 788]
rate-money: 92·—: [998, 802, 1099, 815]
rates-table-row: [661, 1109, 1200, 1122]
rate-goods: —: [1099, 1109, 1200, 1122]
rate-goods: 416·—: [1099, 855, 1200, 868]
rate-goods: 89·40: [1099, 668, 1200, 681]
rates-table-row: [661, 521, 1200, 534]
rate-name: Západočeská továrna kaol.: [663, 1123, 804, 1135]
rate-coupons: [889, 922, 998, 935]
rate-name: 4% z. l. hal. akc. hyp. bky: [663, 802, 796, 814]
article-prague-bourse: Pražská bursa. V Praze, dne 14. května 1912. Zdejší bursa setrvala dnes dále v klidu a došlo za nezměněných celkem kursů k uzávěrkám v akciích oboru bankovního: Živnostenské banky po 280·—, Zajišťovací banky po 292·50 a České průmyslové banky po 445·—. Z trh odvětví průmyslového neutkazuje kvalitních variací, jediné za Rustonky placeno 8 K více t. j. 285·—. Jinak kupeny Podolská cementárna po 210·—, Poldina huť po 748·— a Kolínské kávové náhražky po 715·—. Na večerní burse konstatoval se zájem vybraně na Alpinky, v nichž došlo k větším obratům po 968·—, 970·—, 969·— a 968·—. Mimo to umístěny akcie České průmyslové banky po 445·—.: [661, 313, 1200, 434]
rates-table-row: [661, 761, 1200, 775]
rates-table-row: [661, 775, 1200, 788]
rate-goods: 375·—: [1099, 1002, 1200, 1015]
rate-name: 4% zást. listy: [663, 495, 732, 507]
